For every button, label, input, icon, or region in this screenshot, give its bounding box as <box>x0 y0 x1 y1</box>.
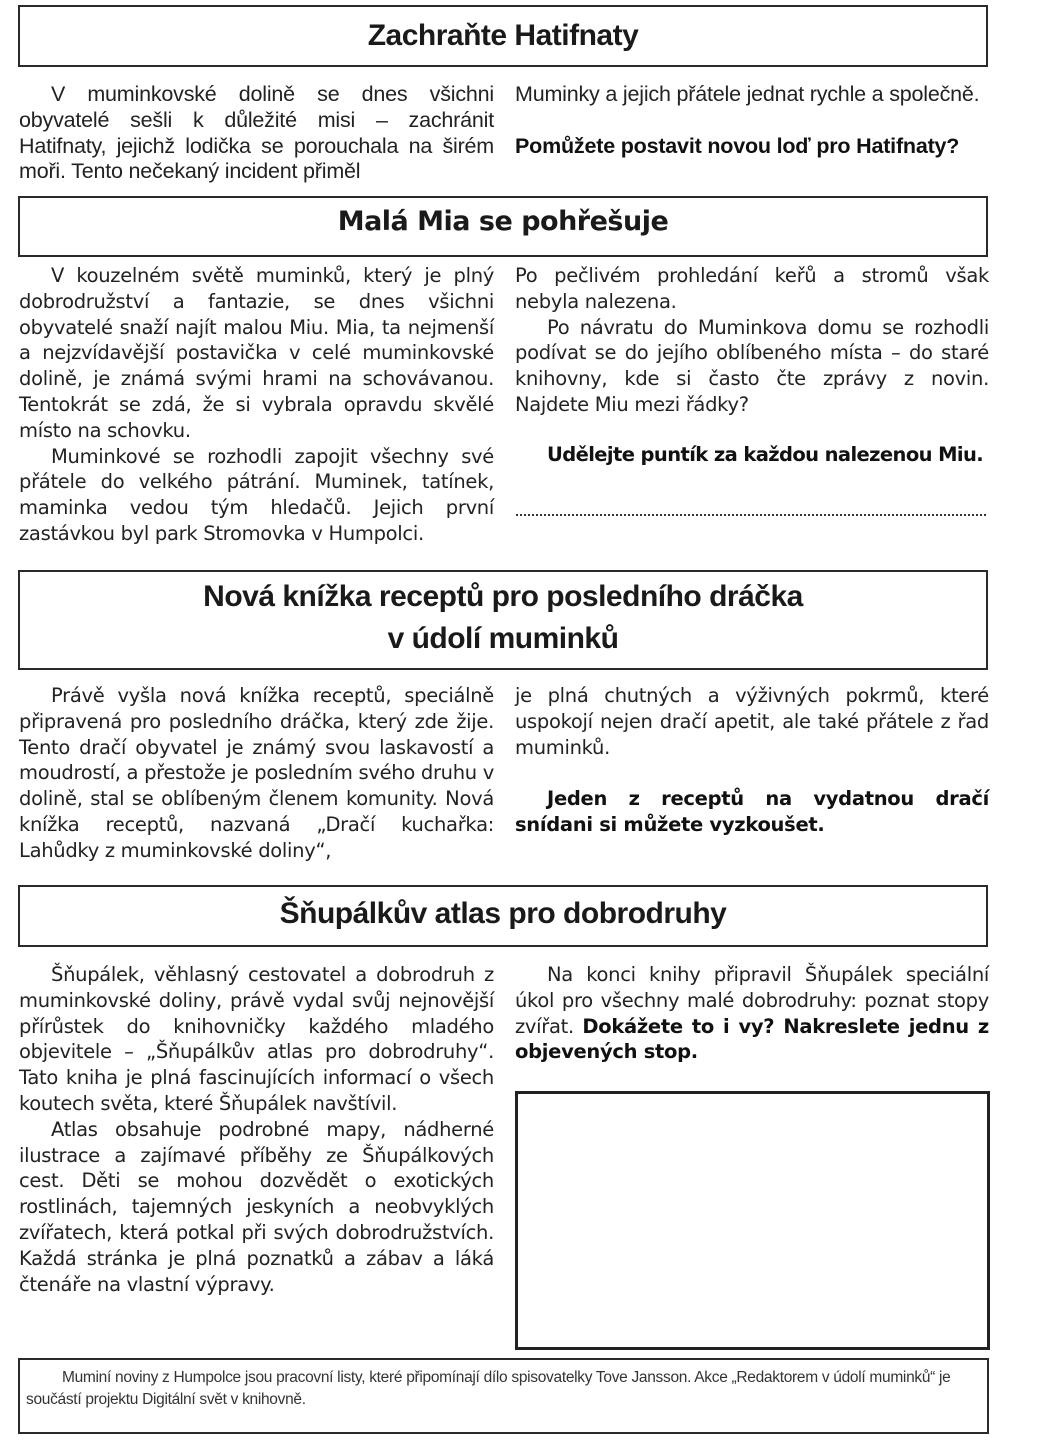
section-2-paragraph: Po pečlivém prohledání keřů a stromů však nebyla nalezena. <box>515 264 989 313</box>
section-3-right-column <box>515 683 989 838</box>
section-4-left-column <box>19 962 494 1297</box>
section-4-paragraph: Šňupálek, věhlasný cestovatel a dobrodruh z muminkovské doliny, právě vydal svůj nejnovější přírůstek do knihovničky každého mladého objevitele – „Šňupálkův atlas pro dobrodruhy“. Tato kniha je plná fascinujících informací o všech koutech světa, které Šňupálek navštívil. <box>19 963 494 1115</box>
section-3-left-column <box>19 683 494 864</box>
section-3-title-line-1: Nová knížka receptů pro posledního dráčka <box>203 580 803 613</box>
footer-box <box>18 1358 989 1434</box>
section-4-title-box <box>18 885 988 947</box>
section-4-right-column <box>515 962 989 1065</box>
section-1-paragraph: Muminky a jejich přátele jednat rychle a společně. <box>515 82 980 106</box>
section-1-right-column <box>515 82 989 160</box>
section-2-paragraph: Muminkové se rozhodli zapojit všechny své přátele do velkého pátrání. Muminek, tatínek, maminka vedou tým hledačů. Jejich první zastávkou byl park Stromovka v Humpolci. <box>19 444 494 545</box>
section-1-callout: Pomůžete postavit novou loď pro Hatifnaty? <box>515 133 960 158</box>
section-4-paragraph <box>515 962 989 1065</box>
section-1-left-column <box>19 82 494 185</box>
section-2-title: Malá Mia se pohřešuje <box>337 206 669 237</box>
section-2-title-box <box>18 196 988 257</box>
answer-dotted-line[interactable] <box>516 514 986 516</box>
footer-text: Muminí noviny z Humpolce jsou pracovní listy, které připomínají dílo spisovatelky Tove Jansson. Akce „Redaktorem v údolí muminků“ je součástí projektu Digitální svět v knihovně. <box>26 1369 951 1408</box>
section-2-right-column <box>515 263 989 468</box>
section-3-paragraph: Právě vyšla nová knížka receptů, speciálně připravená pro posledního dráčka, který zde žije. Tento dračí obyvatel je známý svou laskavostí a moudrostí, a přestože je posledním svého druhu v dolině, stal se oblíbeným členem komunity. Nová knížka receptů, nazvaná „Dračí kuchařka: Lahůdky z muminkovské doliny“, <box>19 684 494 862</box>
section-2-left-column <box>19 263 494 547</box>
section-4-title: Šňupálkův atlas pro dobrodruhy <box>279 897 727 930</box>
drawing-area-box[interactable] <box>515 1091 990 1350</box>
section-2-paragraph: Po návratu do Muminkova domu se rozhodli podívat se do jejího oblíbeného místa – do staré knihovny, kde si často čte zprávy z novin. Najdete Miu mezi řádky? <box>515 315 989 416</box>
section-3-title-line-2: v údolí muminků <box>387 622 619 655</box>
section-2-callout: Udělejte puntík za každou nalezenou Miu. <box>547 442 984 466</box>
section-2-paragraph: V kouzelném světě muminků, který je plný dobrodružství a fantazie, se dnes všichni obyvatelé snaží najít malou Miu. Mia, ta nejmenší a nejzvídavější postavička v celé muminkovské dolině, je známá svými hrami na schovávanou. Tentokrát se zdá, že si vybrala opravdu skvělé místo na schovku. <box>19 264 494 442</box>
section-3-title-box <box>18 570 988 670</box>
section-3-callout: Jeden z receptů na vydatnou dračí snídani si můžete vyzkoušet. <box>515 787 989 837</box>
section-4-task-text: Na konci knihy připravil Šňupálek speciální úkol pro všechny malé dobrodruhy: poznat stopy zvířat. <box>515 963 989 1038</box>
section-1-paragraph: V muminkovské dolině se dnes všichni obyvatelé sešli k důležité misi – zachránit Hatifnaty, jejichž lodička se porouchala na širém moři. Tento nečekaný incident přiměl <box>19 82 494 184</box>
section-1-title: Zachraňte Hatifnaty <box>367 19 639 52</box>
section-4-paragraph: Atlas obsahuje podrobné mapy, nádherné ilustrace a zajímavé příběhy ze Šňupálkových cest. Děti se mohou dozvědět o exotických rostlinách, tajemných jeskyních a neobvyklých zvířatech, která potkal při svých dobrodružstvích. Každá stránka je plná poznatků a zábav a láká čtenáře na vlastní výpravy. <box>19 1117 494 1296</box>
section-4-task-bold: Dokážete to i vy? Nakreslete jednu z objevených stop. <box>515 1014 989 1064</box>
section-1-title-box <box>18 5 988 67</box>
section-3-paragraph: je plná chutných a výživných pokrmů, které uspokojí nejen dračí apetit, ale také přátele z řad muminků. <box>515 684 989 759</box>
